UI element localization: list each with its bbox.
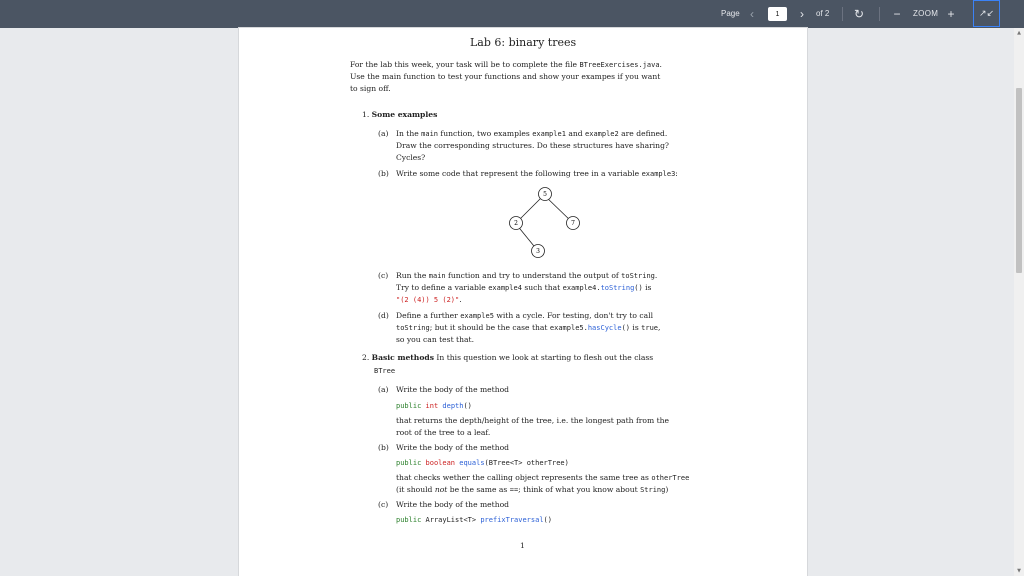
zoom-in-button[interactable]: +	[947, 7, 955, 21]
item-2a-text: Write the body of the method	[396, 385, 510, 394]
section-2-class-name: BTree	[374, 367, 396, 375]
zoom-label: ZOOM	[913, 9, 939, 18]
tree-node-right-label: 7	[571, 220, 575, 227]
tree-node-root-label: 5	[543, 191, 547, 198]
page-label: Page	[721, 9, 740, 18]
scroll-up-icon[interactable]: ▲	[1017, 30, 1021, 36]
item-1a-line-3: Cycles?	[396, 153, 426, 162]
page-number: 1	[520, 541, 525, 550]
item-2a-signature: public int depth()	[396, 402, 472, 410]
page-count: of 2	[816, 9, 830, 18]
item-2a-desc-1: that returns the depth/height of the tree, i.e. the longest path from the	[396, 416, 670, 425]
item-2c-signature: public ArrayList<T> prefixTraversal()	[396, 516, 552, 524]
section-2-heading: 2. Basic methods In this question we look at starting to flesh out the class	[362, 353, 654, 362]
item-2c-text: Write the body of the method	[396, 500, 510, 509]
item-1d-line-2: toString; but it should be the case that example5.hasCycle() is true,	[396, 323, 661, 332]
item-1c-line-3: "(2 (4)) 5 (2)".	[396, 295, 462, 304]
item-2b-label: (b)	[378, 443, 389, 452]
item-1b-line-1: Write some code that represent the following tree in a variable example3:	[396, 169, 678, 178]
item-1d-line-1: Define a further example5 with a cycle. For testing, don't try to call	[396, 311, 654, 320]
pdf-page	[239, 28, 807, 576]
intro-line-3: to sign off.	[350, 84, 391, 93]
item-1c-label: (c)	[378, 271, 389, 280]
item-1b-label: (b)	[378, 169, 389, 178]
item-2b-desc-1: that checks wether the calling object represents the same tree as otherTree	[396, 473, 690, 482]
item-2c-label: (c)	[378, 500, 389, 509]
item-1c-line-2: Try to define a variable example4 such that example4.toString() is	[396, 283, 652, 292]
zoom-out-button[interactable]: −	[893, 7, 901, 21]
tree-node-left-label: 2	[514, 220, 518, 227]
page-title: Lab 6: binary trees	[470, 36, 577, 49]
item-1a-label: (a)	[378, 129, 389, 138]
item-1d-line-3: so you can test that.	[396, 335, 474, 344]
fit-page-icon[interactable]: ↗↙	[973, 0, 1000, 27]
section-1-heading: 1. Some examples	[362, 110, 438, 119]
intro-line-2: Use the main function to test your functions and show your exampes if you want	[350, 72, 661, 81]
tree-node-leaf-label: 3	[536, 248, 540, 255]
vertical-scrollbar[interactable]	[1014, 28, 1024, 576]
scroll-down-icon[interactable]: ▼	[1017, 568, 1021, 574]
viewer-toolbar	[0, 0, 1024, 28]
previous-page-button[interactable]: ‹	[750, 7, 754, 21]
item-1a-line-2: Draw the corresponding structures. Do these structures have sharing?	[396, 141, 670, 150]
item-2a-desc-2: root of the tree to a leaf.	[396, 428, 491, 437]
item-2b-signature: public boolean equals(BTree<T> otherTree)	[396, 459, 569, 467]
item-2a-label: (a)	[378, 385, 389, 394]
item-1a-line-1: In the main function, two examples example1 and example2 are defined.	[396, 129, 668, 138]
rotate-icon[interactable]: ↻	[853, 7, 865, 21]
intro-line-1: For the lab this week, your task will be to complete the file BTreeExercises.java.	[350, 60, 662, 69]
toolbar-divider	[842, 7, 843, 21]
next-page-button[interactable]: ›	[800, 7, 804, 21]
item-1d-label: (d)	[378, 311, 389, 320]
item-2b-text: Write the body of the method	[396, 443, 510, 452]
item-2b-desc-2: (it should not be the same as ==; think of what you know about String)	[396, 485, 669, 494]
toolbar-divider	[879, 7, 880, 21]
scroll-thumb[interactable]	[1016, 88, 1022, 273]
page-number-input[interactable]	[768, 7, 787, 21]
binary-tree-diagram	[494, 181, 594, 259]
item-1c-line-1: Run the main function and try to understand the output of toString.	[396, 271, 658, 280]
